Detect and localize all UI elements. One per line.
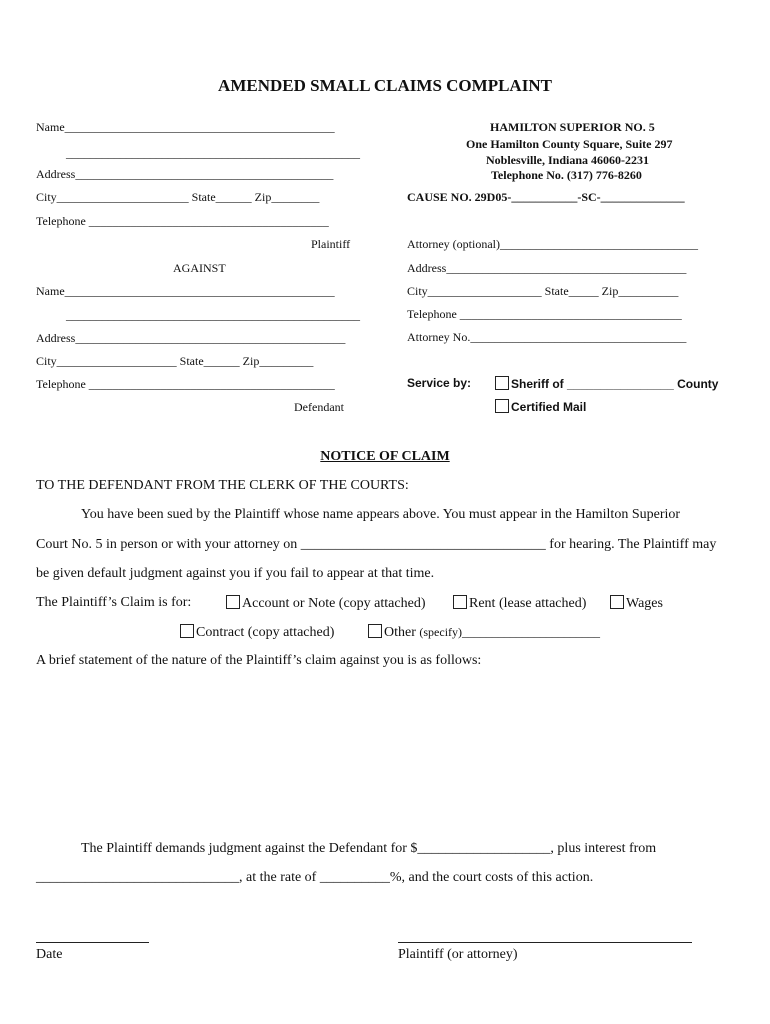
claim-statement-label: A brief statement of the nature of the Plaintiff’s claim against you is as follows: [36, 653, 482, 668]
service-sheriff-option[interactable] [495, 376, 718, 391]
plaintiff-address-field[interactable]: Address___________________________________________ [36, 167, 334, 181]
notice-line-1: You have been sued by the Plaintiff whose name appears above. You must appear in the Hamilton Superior [81, 507, 681, 522]
rent-checkbox[interactable] [453, 595, 467, 609]
account-checkbox[interactable] [226, 595, 240, 609]
court-address-line1: One Hamilton County Square, Suite 297 [466, 137, 673, 151]
defendant-name-field[interactable]: Name_____________________________________________ [36, 284, 335, 298]
claim-wages-option[interactable] [610, 595, 663, 612]
court-telephone: Telephone No. (317) 776-8260 [491, 168, 642, 182]
court-name: HAMILTON SUPERIOR NO. 5 [490, 120, 655, 134]
sheriff-checkbox[interactable] [495, 376, 509, 390]
other-checkbox[interactable] [368, 624, 382, 638]
defendant-telephone-field[interactable]: Telephone _________________________________________ [36, 377, 335, 391]
contract-label: Contract (copy attached) [196, 625, 335, 640]
defendant-city-state-zip-field[interactable]: City____________________ State______ Zip_________ [36, 354, 314, 368]
claim-contract-option[interactable] [180, 624, 334, 641]
defendant-label: Defendant [294, 400, 344, 414]
wages-checkbox[interactable] [610, 595, 624, 609]
wages-label: Wages [626, 596, 663, 611]
rent-label: Rent (lease attached) [469, 596, 587, 611]
service-by-label: Service by: [407, 376, 472, 390]
attorney-name-field[interactable]: Attorney (optional)_________________________________ [407, 237, 698, 251]
attorney-city-state-zip-field[interactable]: City___________________ State_____ Zip__________ [407, 284, 679, 298]
defendant-name-line2[interactable]: _________________________________________________ [66, 308, 360, 322]
other-specify-field[interactable]: (specify)_______________________ [419, 625, 601, 639]
plaintiff-name-line2[interactable]: _________________________________________________ [66, 146, 360, 160]
attorney-telephone-field[interactable]: Telephone _____________________________________ [407, 307, 682, 321]
certified-mail-label: Certified Mail [511, 400, 587, 414]
claim-type-label: The Plaintiff’s Claim is for: [36, 595, 192, 610]
account-label: Account or Note (copy attached) [242, 596, 426, 611]
plaintiff-signature-label: Plaintiff (or attorney) [398, 947, 518, 962]
notice-heading: NOTICE OF CLAIM [320, 449, 450, 464]
cause-number-field[interactable]: CAUSE NO. 29D05-___________-SC-______________ [407, 190, 685, 204]
notice-line-2[interactable]: Court No. 5 in person or with your attorney on ___________________________________ for hearing. The Plaintiff may [36, 537, 717, 552]
certified-mail-checkbox[interactable] [495, 399, 509, 413]
against-label: AGAINST [173, 261, 226, 275]
notice-line-3: be given default judgment against you if you fail to appear at that time. [36, 566, 435, 581]
court-address-line2: Noblesville, Indiana 46060-2231 [486, 153, 650, 167]
service-certified-mail-option[interactable] [495, 399, 586, 414]
contract-checkbox[interactable] [180, 624, 194, 638]
claim-other-option[interactable] [368, 624, 600, 641]
demand-line-1[interactable]: The Plaintiff demands judgment against the Defendant for $___________________, plus interest from [81, 841, 657, 856]
claim-rent-option[interactable] [453, 595, 586, 612]
plaintiff-signature-line[interactable] [398, 942, 692, 943]
date-label: Date [36, 947, 63, 962]
document-title: AMENDED SMALL CLAIMS COMPLAINT [218, 76, 552, 95]
attorney-address-field[interactable]: Address________________________________________ [407, 261, 687, 275]
notice-addressee: TO THE DEFENDANT FROM THE CLERK OF THE COURTS: [36, 478, 409, 493]
plaintiff-telephone-field[interactable]: Telephone ________________________________________ [36, 214, 329, 228]
defendant-address-field[interactable]: Address_____________________________________________ [36, 331, 346, 345]
claim-account-option[interactable] [226, 595, 425, 612]
plaintiff-city-state-zip-field[interactable]: City______________________ State______ Zip________ [36, 190, 320, 204]
sheriff-label: Sheriff of ________________ County [511, 377, 719, 391]
plaintiff-name-field[interactable]: Name_____________________________________________ [36, 120, 335, 134]
attorney-number-field[interactable]: Attorney No.____________________________________ [407, 330, 687, 344]
date-signature-line[interactable] [36, 942, 149, 943]
plaintiff-label: Plaintiff [311, 237, 351, 251]
other-label: Other [384, 625, 416, 640]
demand-line-2[interactable]: _____________________________, at the rate of __________%, and the court costs of this action. [36, 870, 594, 885]
